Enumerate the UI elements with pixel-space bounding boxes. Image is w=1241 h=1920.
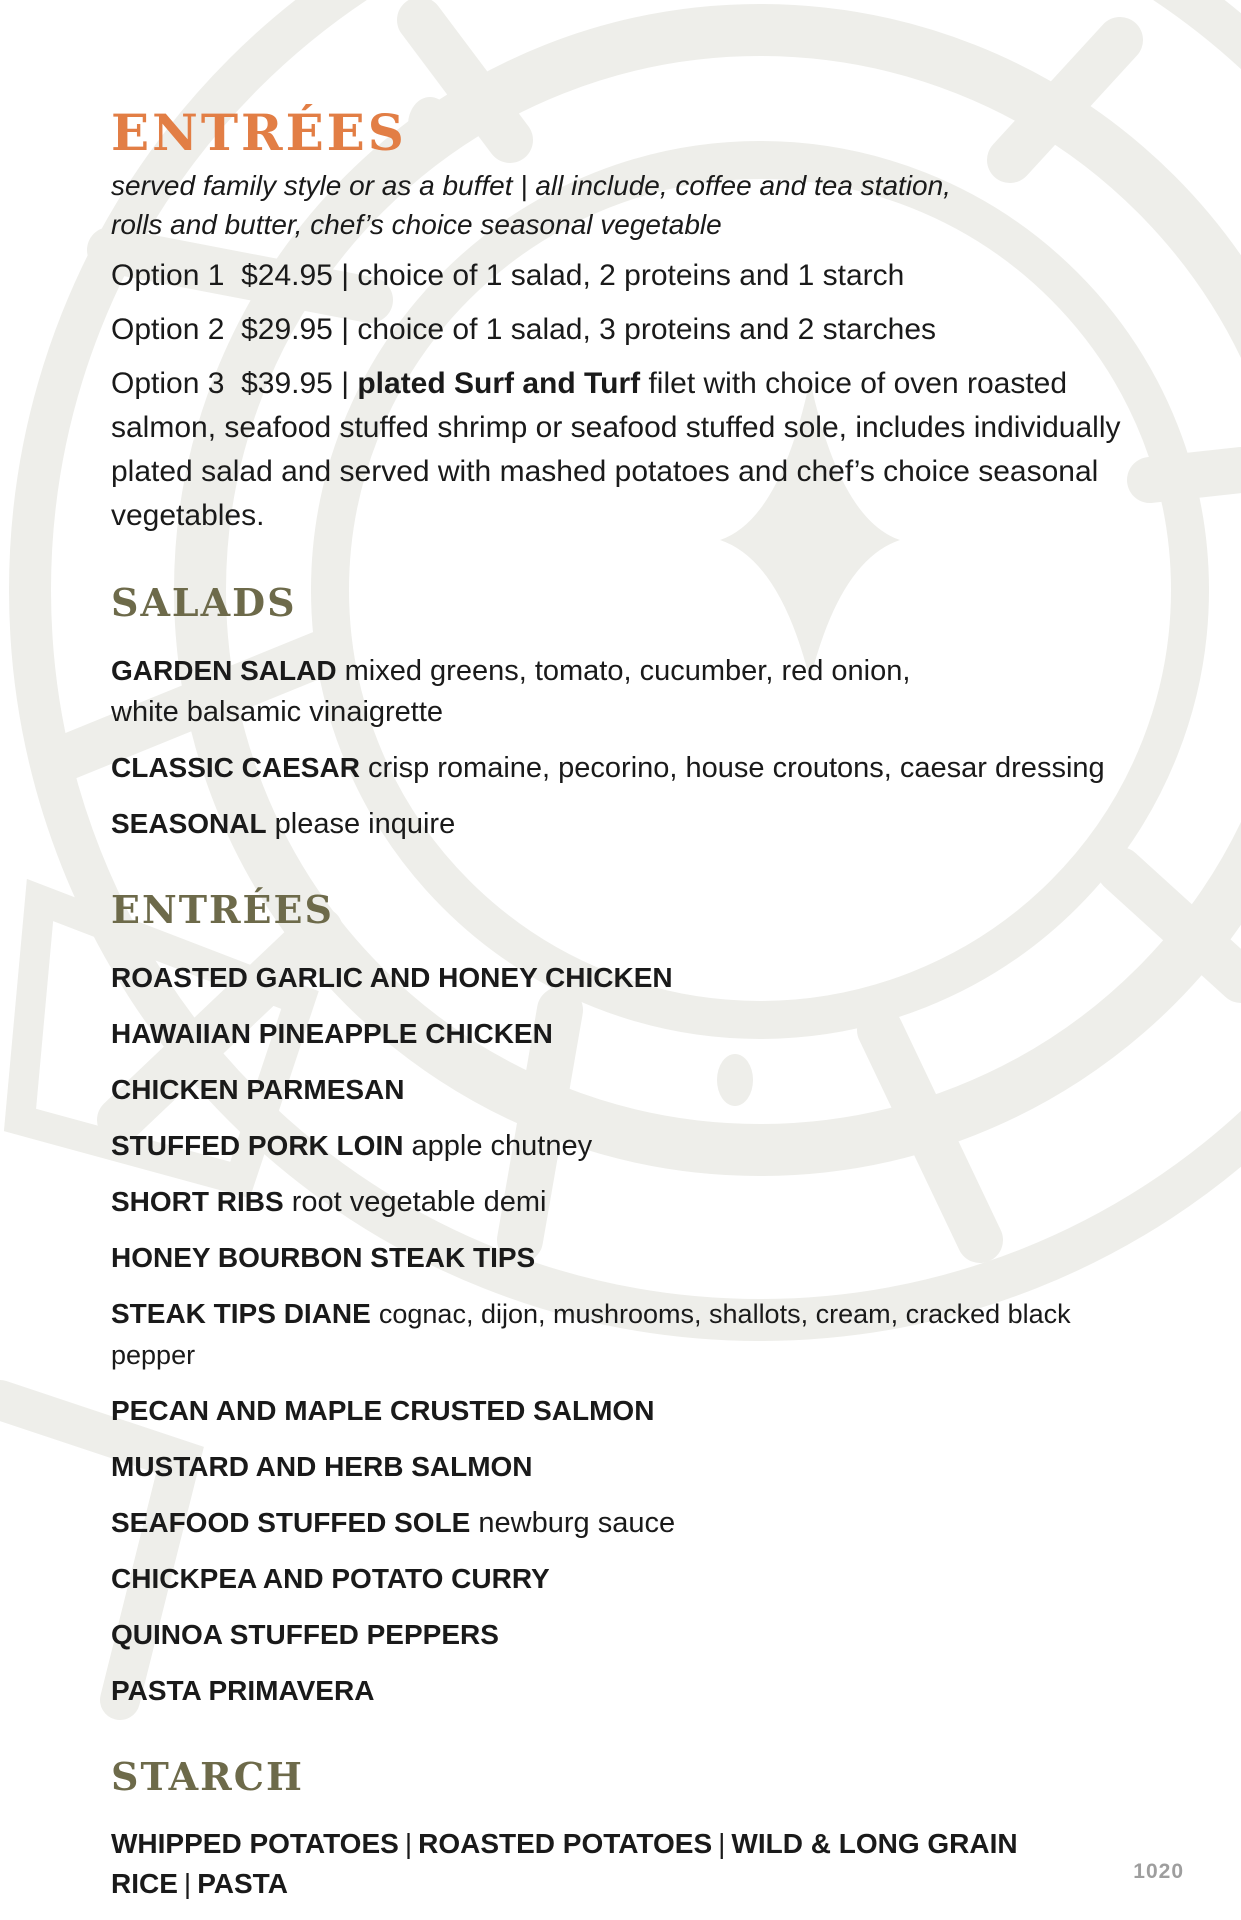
entree-item bbox=[111, 1069, 1151, 1111]
separator: | bbox=[404, 1828, 413, 1859]
entree-item bbox=[111, 1237, 1151, 1279]
entree-desc: cognac, dijon, mushrooms, shallots, cream, cracked black pepper bbox=[111, 1299, 1071, 1370]
entree-name: SHORT RIBS bbox=[111, 1186, 284, 1217]
entree-item bbox=[111, 1013, 1151, 1055]
menu-content bbox=[111, 103, 1151, 1904]
entree-item bbox=[111, 1390, 1151, 1432]
salad-desc-cont: white balsamic vinaigrette bbox=[111, 696, 444, 728]
option-1 bbox=[111, 254, 1151, 298]
subtitle-line-1: served family style or as a buffet | all include, coffee and tea station, bbox=[111, 170, 951, 201]
entree-item bbox=[111, 1181, 1151, 1223]
entree-name: QUINOA STUFFED PEPPERS bbox=[111, 1619, 499, 1650]
entrees-subtitle bbox=[111, 166, 1011, 244]
option-price: $24.95 bbox=[241, 259, 333, 292]
salads-heading: SALADS bbox=[111, 580, 297, 625]
entree-desc: newburg sauce bbox=[478, 1507, 676, 1539]
salad-item bbox=[111, 650, 1151, 733]
starch-item: WILD & LONG GRAIN RICE bbox=[111, 1828, 1018, 1899]
starch-section bbox=[111, 1754, 1151, 1904]
option-2 bbox=[111, 308, 1151, 352]
starch-item: WHIPPED POTATOES bbox=[111, 1828, 399, 1859]
entree-name: ROASTED GARLIC AND HONEY CHICKEN bbox=[111, 962, 673, 993]
option-label: Option 1 bbox=[111, 259, 225, 292]
starch-heading: STARCH bbox=[111, 1754, 304, 1799]
salad-name: SEASONAL bbox=[111, 808, 267, 839]
entrees-list-heading: ENTRÉES bbox=[111, 887, 334, 932]
option-highlight: plated Surf and Turf bbox=[357, 367, 641, 400]
starch-item: ROASTED POTATOES bbox=[418, 1828, 713, 1859]
subtitle-line-2: rolls and butter, chef’s choice seasonal vegetable bbox=[111, 209, 722, 240]
entree-item bbox=[111, 1502, 1151, 1544]
entrees-heading: ENTRÉES bbox=[111, 103, 407, 162]
entree-name: HAWAIIAN PINEAPPLE CHICKEN bbox=[111, 1018, 553, 1049]
option-desc: choice of 1 salad, 3 proteins and 2 starches bbox=[357, 313, 937, 346]
option-label: Option 2 bbox=[111, 313, 225, 346]
starch-item: PASTA bbox=[197, 1868, 288, 1899]
option-desc: choice of 1 salad, 2 proteins and 1 starch bbox=[357, 259, 905, 292]
salad-item bbox=[111, 747, 1151, 789]
entree-item bbox=[111, 957, 1151, 999]
option-desc: filet with choice of oven roasted salmon, seafood stuffed shrimp or seafood stuffed sole, includes individually plated salad and served with mashed potatoes and chef’s choice seasonal vegetables. bbox=[111, 367, 1121, 532]
option-price: $29.95 bbox=[241, 313, 333, 346]
entree-name: SEAFOOD STUFFED SOLE bbox=[111, 1507, 471, 1538]
separator: | bbox=[341, 313, 349, 346]
separator: | bbox=[718, 1828, 726, 1859]
entree-name: CHICKEN PARMESAN bbox=[111, 1074, 405, 1105]
entree-item bbox=[111, 1446, 1151, 1488]
entree-name: PECAN AND MAPLE CRUSTED SALMON bbox=[111, 1395, 655, 1426]
salad-name: CLASSIC CAESAR bbox=[111, 752, 360, 783]
entree-name: CHICKPEA AND POTATO CURRY bbox=[111, 1563, 550, 1594]
entrees-section bbox=[111, 887, 1151, 1712]
entree-name: STEAK TIPS DIANE bbox=[111, 1298, 371, 1329]
option-price: $39.95 bbox=[241, 367, 333, 400]
entree-name: MUSTARD AND HERB SALMON bbox=[111, 1451, 533, 1482]
salad-desc: mixed greens, tomato, cucumber, red onion, bbox=[344, 655, 911, 687]
separator: | bbox=[183, 1868, 192, 1899]
separator: | bbox=[341, 259, 349, 292]
entree-item bbox=[111, 1614, 1151, 1656]
starch-list bbox=[111, 1824, 1151, 1904]
option-3 bbox=[111, 362, 1141, 538]
entree-name: HONEY BOURBON STEAK TIPS bbox=[111, 1242, 536, 1273]
salad-item bbox=[111, 803, 1151, 845]
salad-name: GARDEN SALAD bbox=[111, 655, 337, 686]
entree-item bbox=[111, 1558, 1151, 1600]
salads-section bbox=[111, 580, 1151, 845]
entree-name: PASTA PRIMAVERA bbox=[111, 1675, 375, 1706]
entree-desc: apple chutney bbox=[411, 1130, 593, 1162]
salad-desc: please inquire bbox=[274, 808, 456, 840]
salad-desc: crisp romaine, pecorino, house croutons, caesar dressing bbox=[367, 752, 1105, 784]
entree-desc: root vegetable demi bbox=[291, 1186, 547, 1218]
page-number: 1020 bbox=[1133, 1860, 1184, 1883]
option-label: Option 3 bbox=[111, 367, 225, 400]
entree-item bbox=[111, 1125, 1151, 1167]
entree-name: STUFFED PORK LOIN bbox=[111, 1130, 404, 1161]
entree-item bbox=[111, 1670, 1151, 1712]
entree-item bbox=[111, 1293, 1151, 1376]
separator: | bbox=[341, 367, 349, 400]
